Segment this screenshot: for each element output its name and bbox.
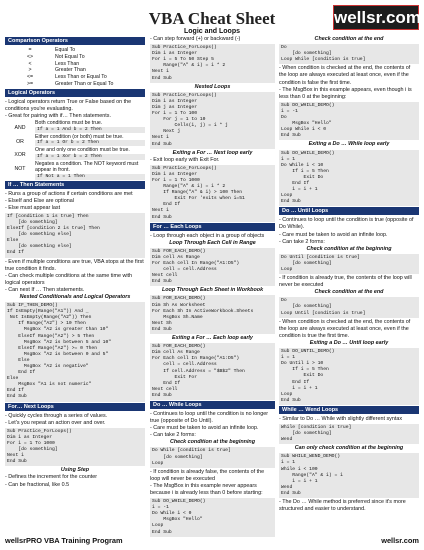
comparison-table: [5, 47, 145, 88]
for-next-text: - Defines the increment for the counter: [5, 474, 97, 481]
operator-symbol: =: [28, 47, 32, 53]
comparison-row: [5, 47, 145, 54]
do-while-text: - Can take 2 forms:: [150, 432, 196, 439]
logic-code: If a = 1 Xor b = 2 Then: [35, 154, 145, 160]
section-heading-if-then: If … Then Statements: [5, 181, 145, 189]
footer-program: wellsrPRO VBA Training Program: [5, 536, 123, 545]
do-until-code: Sub DO_UNTIL_DEMO() i = 1 Do Until i > 10 If i = 5 Then Exit Do End If i = i + 1 Loop End Sub: [279, 348, 419, 405]
section-heading-for-next: For… Next Loops: [5, 403, 145, 411]
logic-text: - Logical operators return True or False based on the conditions you're evaluating.: [5, 98, 132, 112]
page-subtitle: Logic and Loops: [184, 28, 240, 35]
section-heading-comparison: Comparison Operators: [5, 37, 145, 45]
if-text: - ElseIf and Else are optional: [5, 197, 74, 204]
operator-symbol: <: [28, 60, 32, 67]
logic-row-xor: [5, 147, 145, 160]
operator-meaning: Greater Than or Equal To: [55, 80, 114, 87]
operator-symbol: <>: [26, 53, 34, 60]
for-next-text: - Can step forward (+) or backward (-): [150, 36, 241, 42]
while-wend-text: - The Do … While method is preferred since it's more structured and easier to understand.: [279, 499, 406, 513]
do-until-code: Do Until [condition is true] [do something] Loop: [279, 254, 419, 274]
do-while-caption: Check condition at the beginning: [169, 439, 256, 446]
logic-desc: Negates a condition. The NOT keyword must appear in front.: [35, 160, 139, 174]
if-text: - Can check multiple conditions at the same time with logical operators: [5, 272, 133, 286]
logic-desc: One and only one condition must be true.: [35, 147, 130, 154]
operator-symbol: >: [28, 67, 32, 74]
column-3: [279, 36, 419, 513]
do-while-code: Sub DO_WHILE_DEMO() i = 1 Do While i < 10 If i = 5 Then Exit Do End If i = i + 1 Loop End Sub: [279, 150, 419, 207]
do-while-code: Sub DO_WHILE_DEMO() i = -1 Do MsgBox "Hello" Loop While i < 0 End Sub: [279, 102, 419, 141]
logic-code: If a = 1 And b = 2 Then: [35, 127, 145, 133]
section-heading-logical: Logical Operators: [5, 89, 145, 97]
for-each-text: - Loop through each object in a group of objects: [150, 232, 265, 239]
wellsr-logo: [333, 5, 419, 30]
footer-site: wellsr.com: [381, 536, 419, 545]
logic-row-or: [5, 134, 145, 147]
for-next-text: - Can be fractional, like 0.5: [5, 481, 70, 488]
logic-desc: Either condition (or both) must be true.: [35, 133, 124, 140]
for-each-caption: Loop Through Each Sheet in Workbook: [161, 287, 264, 294]
do-while-caption: Check condition at the end: [314, 36, 384, 42]
do-until-caption: Check condition at the end: [314, 289, 384, 296]
do-until-caption: Exiting a Do … Until loop early: [309, 339, 389, 346]
section-heading-do-until: Do … Until Loops: [279, 207, 419, 215]
do-while-text: - If condition is already false, the contents of the loop will never be executed: [150, 468, 265, 482]
for-next-text: - Let's you repeat an action over and over.: [5, 419, 106, 426]
for-next-caption: Using Step: [60, 467, 90, 474]
section-heading-do-while: Do … While Loops: [150, 401, 275, 409]
if-text: - Even if multiple conditions are true, VBA stops at the first true condition it finds.: [5, 258, 144, 272]
nested-code: Sub Practice_ForLoops() Dim i as Integer Dim j as Integer For i = 1 To 100 For j = 1 to 10 Cells(i, j) = i * j Next j Next i End Sub: [150, 92, 275, 149]
while-wend-caption: Can only check condition at the beginning: [294, 445, 404, 452]
page-title: VBA Cheat Sheet: [148, 9, 276, 28]
do-until-text: - Continues to loop until the condition is true (opposite of Do While).: [279, 217, 414, 231]
logic-desc: Both conditions must be true.: [35, 120, 103, 127]
nested-caption: Nested Loops: [194, 83, 231, 90]
do-while-code: Do [do something] Loop While [condition is true]: [279, 44, 419, 64]
for-each-caption: Exiting a For … Each loop early: [172, 335, 253, 342]
operator-meaning: Less Than: [55, 60, 80, 67]
operator-meaning: Not Equal To: [55, 53, 85, 60]
do-while-text: - The MsgBox in this example appears, even though i is less than 0 at the beginning:: [279, 86, 412, 100]
logic-keyword: XOR: [14, 152, 26, 159]
while-wend-code: While [condition is true] [do something] Wend: [279, 424, 419, 444]
for-each-caption: Loop Through Each Cell in Range: [169, 239, 256, 246]
if-caption: Nested Conditionals and Logical Operators: [19, 293, 131, 300]
operator-meaning: Equal To: [55, 47, 76, 53]
if-code-block: If [condition 1 is true] Then [do something] ElseIf [condition 2 is true] Then [do something else] Else [do something else] End If: [5, 213, 145, 258]
comparison-row: [5, 67, 145, 74]
logic-keyword: AND: [14, 125, 26, 132]
operator-meaning: Less Than or Equal To: [55, 74, 107, 81]
logic-text: - Great for pairing with if… Then statements.: [5, 112, 111, 119]
exit-caption: Exiting a For … Next loop early: [172, 149, 253, 156]
do-while-text: - Care must be taken to avoid an infinite loop.: [150, 425, 259, 432]
if-text: - Can nest If … Then statements.: [5, 286, 85, 293]
for-each-code: Sub FOR_EACH_DEMO() Dim cell As Range For Each cell In Range("A1:D5") cell = cell.Address If cell.Address = "$B$2" Then Exit For End If Next cell End Sub: [150, 343, 275, 400]
for-next-text: - Quickly cycles through a series of values.: [5, 412, 108, 419]
do-until-text: - Can take 2 forms:: [279, 238, 325, 245]
if-text: - Runs a group of actions if certain conditions are met: [5, 190, 133, 197]
do-while-code: Do While [condition is true] [do something] Loop: [150, 447, 275, 467]
section-heading-for-each: For … Each Loops: [150, 223, 275, 231]
do-until-text: - When condition is checked at the end, the contents of the loop are always executed at least once, even if the condition is true the first time.: [279, 318, 411, 339]
logic-row-not: [5, 161, 145, 180]
do-until-code: Do [do something] Loop Until [condition is true]: [279, 297, 419, 317]
logic-keyword: NOT: [14, 165, 26, 172]
comparison-row: [5, 61, 145, 68]
do-until-caption: Check condition at the beginning: [306, 245, 392, 252]
while-wend-code: Sub WHILE_WEND_DEMO() i = 1 While i < 100 Range("A" & i) = i i = i + 1 Wend End Sub: [279, 453, 419, 498]
step-code: Sub Practice_ForLoops() Dim i as Integer For i = 5 To 50 Step 5 Range("A" & i) = i * 2 Next i End Sub: [150, 44, 275, 83]
comparison-row: [5, 74, 145, 81]
for-next-code: Sub Practice_ForLoops() Dim i as Integer For i = 1 To 1000 [do something] Next i End Sub: [5, 428, 145, 467]
do-while-code: Sub DO_WHILE_DEMO() i = -1 Do While i < 0 MsgBox "Hello" Loop End Sub: [150, 498, 275, 537]
do-while-text: - Continues to loop until the condition is no longer true (opposite of Do Until).: [150, 410, 269, 425]
do-while-text: - The MsgBox in this example never appears because i is already less than 0 before starting:: [150, 482, 263, 496]
while-wend-text: - Similar to Do … While with slightly different syntax: [279, 415, 403, 422]
column-2: [150, 36, 275, 538]
do-until-text: - If condition is already true, the contents of the loop will never be executed: [279, 275, 412, 289]
operator-symbol: <=: [26, 74, 34, 81]
logic-code: If Not a = 1 Then: [35, 174, 145, 180]
logo-text: wellsr.com: [334, 8, 421, 27]
for-each-code: Sub FOR_EACH_DEMO() Dim cell As Range For Each cell In Range("A1:D5") cell = cell.Address Next cell End Sub: [150, 248, 275, 287]
logic-code: If a = 1 Or b = 2 Then: [35, 140, 145, 146]
operator-meaning: Greater Than: [55, 67, 86, 74]
logic-keyword: OR: [16, 138, 24, 145]
operator-symbol: >=: [26, 80, 34, 87]
if-code-block-nested: Sub IF_THEN_DEMO() If IsEmpty(Range("A1")) And _ Not IsEmpty(Range("A2")) Then If Range("A2") > 10 Then MsgBox "A2 is greater than 10" ElseIf Range("A2") > 5 Then MsgBox "A2 is between 5 and 10" ElseIf Range("A2") >= 0 Then MsgBox "A2 is between 0 and 5" Else MsgBox "A2 is negative" End If Else MsgBox "A1 is not numeric" End If End Sub: [5, 302, 145, 402]
do-while-text: - When condition is checked at the end, the contents of the loop are always executed at least once, even if the condition is false the first time.: [279, 65, 411, 86]
exit-text: - Exit loop early with Exit For.: [150, 156, 220, 163]
exit-code: Sub Practice_ForLoops() Dim i as Integer For i = 1 To 1000 Range("A" & i) = i * 2 If Range("A" & i) > 100 Then Exit For 'exits when i=51 End If Next i End Sub: [150, 165, 275, 222]
column-1: [5, 36, 145, 489]
for-each-code: Sub FOR_EACH_DEMO() Dim Sh As Worksheet For Each Sh In ActiveWorkbook.Sheets MsgBox Sh.Name Next Sh End Sub: [150, 295, 275, 334]
comparison-row: [5, 54, 145, 61]
if-text: - Else must appear last: [5, 204, 61, 211]
comparison-row: [5, 81, 145, 88]
do-while-caption: Exiting a Do … While loop early: [308, 141, 390, 148]
section-heading-while-wend: While … Wend Loops: [279, 406, 419, 414]
do-until-text: - Care must be taken to avoid an infinite loop.: [279, 231, 388, 238]
logic-row-and: [5, 120, 145, 133]
